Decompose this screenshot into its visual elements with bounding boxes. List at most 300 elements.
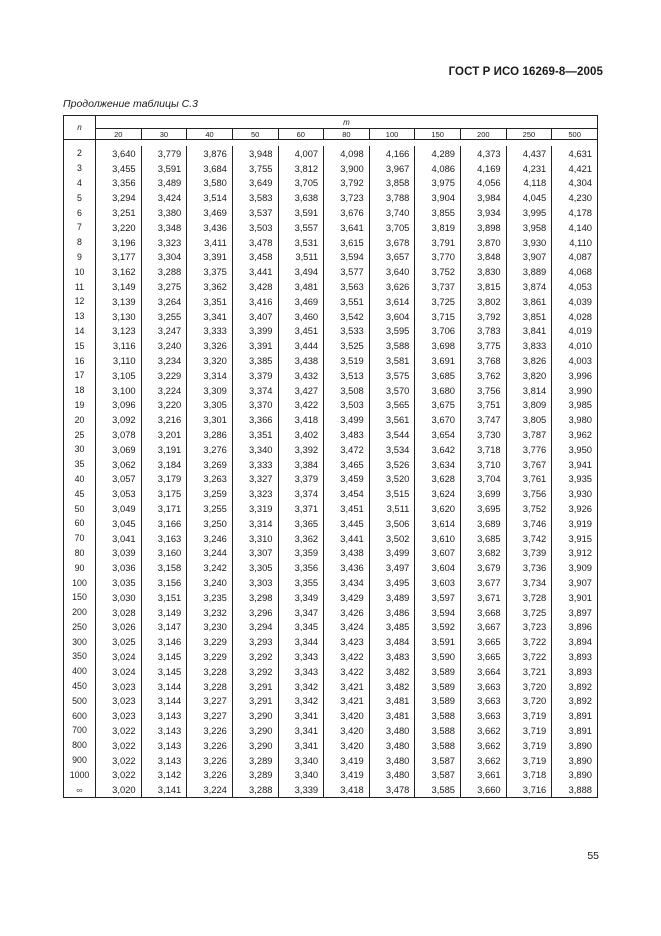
table-cell: 3,309 bbox=[187, 383, 233, 398]
table-row bbox=[64, 620, 598, 635]
table-cell: 3,919 bbox=[552, 516, 598, 531]
table-cell: 3,489 bbox=[369, 590, 415, 605]
table-cell: 3,792 bbox=[461, 309, 507, 324]
table-cell: 3,340 bbox=[232, 442, 278, 457]
row-label-n: 5 bbox=[64, 190, 96, 205]
row-label-n: 19 bbox=[64, 398, 96, 413]
table-cell: 3,802 bbox=[461, 294, 507, 309]
table-cell: 3,610 bbox=[415, 531, 461, 546]
table-cell: 3,146 bbox=[141, 634, 187, 649]
table-cell: 3,201 bbox=[141, 427, 187, 442]
table-cell: 3,503 bbox=[324, 398, 370, 413]
table-cell: 3,385 bbox=[232, 353, 278, 368]
table-cell: 3,175 bbox=[141, 486, 187, 501]
row-label-n: 3 bbox=[64, 161, 96, 176]
row-label-n: 1000 bbox=[64, 767, 96, 782]
table-cell: 3,615 bbox=[324, 235, 370, 250]
row-label-n: 500 bbox=[64, 693, 96, 708]
table-cell: 3,480 bbox=[369, 723, 415, 738]
table-cell: 3,298 bbox=[232, 590, 278, 605]
document-standard-header: ГОСТ Р ИСО 16269-8—2005 bbox=[448, 66, 603, 78]
table-cell: 3,481 bbox=[278, 279, 324, 294]
table-cell: 3,451 bbox=[324, 501, 370, 516]
table-cell: 3,379 bbox=[232, 368, 278, 383]
table-cell: 4,166 bbox=[369, 146, 415, 161]
table-cell: 3,143 bbox=[141, 738, 187, 753]
table-cell: 3,255 bbox=[187, 501, 233, 516]
table-cell: 3,454 bbox=[324, 486, 370, 501]
row-label-n: 450 bbox=[64, 679, 96, 694]
table-cell: 3,907 bbox=[506, 250, 552, 265]
column-header-m-500: 500 bbox=[552, 129, 598, 140]
row-label-n: 12 bbox=[64, 294, 96, 309]
table-cell: 3,685 bbox=[461, 531, 507, 546]
row-label-n: 2 bbox=[64, 146, 96, 161]
table-cell: 3,665 bbox=[461, 634, 507, 649]
table-cell: 3,434 bbox=[324, 575, 370, 590]
table-cell: 3,890 bbox=[552, 767, 598, 782]
table-cell: 3,950 bbox=[552, 442, 598, 457]
table-cell: 3,815 bbox=[461, 279, 507, 294]
table-cell: 3,366 bbox=[232, 412, 278, 427]
row-label-n: 100 bbox=[64, 575, 96, 590]
row-label-n: 900 bbox=[64, 753, 96, 768]
table-cell: 4,068 bbox=[552, 264, 598, 279]
table-cell: 3,792 bbox=[324, 176, 370, 191]
table-row bbox=[64, 412, 598, 427]
table-cell: 3,478 bbox=[232, 235, 278, 250]
table-cell: 3,718 bbox=[506, 767, 552, 782]
table-cell: 4,140 bbox=[552, 220, 598, 235]
row-label-n: ∞ bbox=[64, 782, 96, 797]
table-cell: 3,307 bbox=[232, 546, 278, 561]
table-cell: 3,719 bbox=[506, 738, 552, 753]
table-cell: 3,888 bbox=[552, 782, 598, 797]
table-cell: 3,876 bbox=[187, 146, 233, 161]
table-cell: 3,444 bbox=[278, 338, 324, 353]
row-label-n: 70 bbox=[64, 531, 96, 546]
table-cell: 3,788 bbox=[369, 190, 415, 205]
row-label-n: 30 bbox=[64, 442, 96, 457]
table-cell: 3,460 bbox=[278, 309, 324, 324]
table-cell: 3,023 bbox=[96, 679, 142, 694]
table-cell: 3,663 bbox=[461, 708, 507, 723]
row-label-n: 40 bbox=[64, 472, 96, 487]
table-cell: 3,232 bbox=[187, 605, 233, 620]
table-cell: 3,489 bbox=[141, 176, 187, 191]
table-cell: 4,086 bbox=[415, 161, 461, 176]
table-cell: 3,603 bbox=[415, 575, 461, 590]
table-cell: 3,592 bbox=[415, 620, 461, 635]
table-cell: 4,231 bbox=[506, 161, 552, 176]
table-cell: 3,851 bbox=[506, 309, 552, 324]
table-cell: 3,776 bbox=[506, 442, 552, 457]
table-cell: 3,145 bbox=[141, 649, 187, 664]
row-label-n: 350 bbox=[64, 649, 96, 664]
table-cell: 3,314 bbox=[187, 368, 233, 383]
table-cell: 3,420 bbox=[324, 708, 370, 723]
table-cell: 3,220 bbox=[141, 398, 187, 413]
table-cell: 3,594 bbox=[324, 250, 370, 265]
table-cell: 3,227 bbox=[187, 693, 233, 708]
table-cell: 3,519 bbox=[324, 353, 370, 368]
table-cell: 3,022 bbox=[96, 753, 142, 768]
table-cell: 3,710 bbox=[461, 457, 507, 472]
table-cell: 3,791 bbox=[415, 235, 461, 250]
table-cell: 3,481 bbox=[369, 708, 415, 723]
table-cell: 3,654 bbox=[415, 427, 461, 442]
table-cell: 3,551 bbox=[324, 294, 370, 309]
row-label-n: 20 bbox=[64, 412, 96, 427]
table-cell: 3,289 bbox=[232, 767, 278, 782]
table-cell: 3,423 bbox=[324, 634, 370, 649]
table-cell: 3,421 bbox=[324, 679, 370, 694]
table-cell: 3,725 bbox=[415, 294, 461, 309]
table-cell: 3,349 bbox=[278, 590, 324, 605]
column-group-header-m: m bbox=[96, 116, 598, 129]
table-cell: 3,374 bbox=[278, 486, 324, 501]
table-cell: 3,848 bbox=[461, 250, 507, 265]
table-cell: 3,984 bbox=[461, 190, 507, 205]
table-cell: 3,664 bbox=[461, 664, 507, 679]
table-cell: 3,469 bbox=[187, 205, 233, 220]
table-cell: 3,275 bbox=[141, 279, 187, 294]
table-cell: 3,742 bbox=[506, 531, 552, 546]
table-cell: 3,224 bbox=[187, 782, 233, 797]
table-cell: 3,422 bbox=[324, 649, 370, 664]
table-cell: 3,820 bbox=[506, 368, 552, 383]
table-row bbox=[64, 427, 598, 442]
table-cell: 3,525 bbox=[324, 338, 370, 353]
row-header-n: n bbox=[64, 116, 96, 140]
table-cell: 3,340 bbox=[278, 767, 324, 782]
table-cell: 3,705 bbox=[278, 176, 324, 191]
table-cell: 3,105 bbox=[96, 368, 142, 383]
table-cell: 3,384 bbox=[278, 457, 324, 472]
table-cell: 3,826 bbox=[506, 353, 552, 368]
table-row bbox=[64, 294, 598, 309]
table-cell: 4,019 bbox=[552, 324, 598, 339]
table-cell: 3,591 bbox=[141, 161, 187, 176]
table-cell: 3,416 bbox=[232, 294, 278, 309]
table-cell: 3,441 bbox=[232, 264, 278, 279]
table-cell: 3,420 bbox=[324, 738, 370, 753]
table-cell: 3,514 bbox=[187, 190, 233, 205]
table-cell: 3,303 bbox=[232, 575, 278, 590]
table-cell: 3,230 bbox=[187, 620, 233, 635]
table-cell: 3,149 bbox=[96, 279, 142, 294]
table-cell: 3,588 bbox=[415, 738, 461, 753]
page-number: 55 bbox=[587, 850, 599, 862]
table-cell: 4,053 bbox=[552, 279, 598, 294]
table-cell: 3,465 bbox=[324, 457, 370, 472]
critical-values-table bbox=[63, 115, 598, 798]
table-row bbox=[64, 531, 598, 546]
table-cell: 3,898 bbox=[461, 220, 507, 235]
table-cell: 3,495 bbox=[369, 575, 415, 590]
table-cell: 3,526 bbox=[369, 457, 415, 472]
table-cell: 3,722 bbox=[506, 634, 552, 649]
table-cell: 3,247 bbox=[141, 324, 187, 339]
table-cell: 3,432 bbox=[278, 368, 324, 383]
row-label-n: 400 bbox=[64, 664, 96, 679]
table-cell: 3,436 bbox=[324, 560, 370, 575]
table-cell: 3,147 bbox=[141, 620, 187, 635]
table-cell: 3,288 bbox=[232, 782, 278, 797]
table-cell: 3,890 bbox=[552, 738, 598, 753]
table-cell: 3,162 bbox=[96, 264, 142, 279]
row-label-n: 80 bbox=[64, 546, 96, 561]
table-cell: 3,240 bbox=[187, 575, 233, 590]
table-cell: 3,544 bbox=[369, 427, 415, 442]
table-cell: 3,752 bbox=[506, 501, 552, 516]
table-cell: 3,171 bbox=[141, 501, 187, 516]
table-cell: 3,323 bbox=[232, 486, 278, 501]
table-cell: 3,166 bbox=[141, 516, 187, 531]
table-cell: 3,814 bbox=[506, 383, 552, 398]
table-cell: 3,935 bbox=[552, 472, 598, 487]
table-cell: 3,736 bbox=[506, 560, 552, 575]
table-cell: 4,098 bbox=[324, 146, 370, 161]
table-cell: 3,720 bbox=[506, 679, 552, 694]
table-cell: 3,587 bbox=[415, 767, 461, 782]
table-cell: 3,039 bbox=[96, 546, 142, 561]
table-body bbox=[64, 140, 598, 798]
table-cell: 3,809 bbox=[506, 398, 552, 413]
table-cell: 3,870 bbox=[461, 235, 507, 250]
table-cell: 3,424 bbox=[324, 620, 370, 635]
table-cell: 3,756 bbox=[506, 486, 552, 501]
table-cell: 3,480 bbox=[369, 738, 415, 753]
row-label-n: 10 bbox=[64, 264, 96, 279]
table-cell: 3,588 bbox=[415, 723, 461, 738]
table-cell: 3,508 bbox=[324, 383, 370, 398]
table-row bbox=[64, 679, 598, 694]
table-cell: 3,662 bbox=[461, 723, 507, 738]
table-cell: 3,628 bbox=[415, 472, 461, 487]
table-cell: 3,638 bbox=[278, 190, 324, 205]
table-cell: 3,699 bbox=[461, 486, 507, 501]
table-cell: 4,010 bbox=[552, 338, 598, 353]
table-cell: 4,045 bbox=[506, 190, 552, 205]
table-cell: 3,229 bbox=[141, 368, 187, 383]
table-cell: 3,779 bbox=[141, 146, 187, 161]
row-label-n: 8 bbox=[64, 235, 96, 250]
table-header-row-group bbox=[64, 116, 598, 129]
row-label-n: 4 bbox=[64, 176, 96, 191]
table-cell: 3,719 bbox=[506, 708, 552, 723]
table-cell: 3,445 bbox=[324, 516, 370, 531]
table-cell: 3,143 bbox=[141, 753, 187, 768]
table-cell: 3,607 bbox=[415, 546, 461, 561]
table-cell: 3,537 bbox=[232, 205, 278, 220]
table-cell: 3,049 bbox=[96, 501, 142, 516]
table-cell: 3,139 bbox=[96, 294, 142, 309]
table-cell: 3,695 bbox=[461, 501, 507, 516]
table-cell: 3,333 bbox=[232, 457, 278, 472]
table-cell: 3,737 bbox=[415, 279, 461, 294]
table-cell: 3,419 bbox=[324, 767, 370, 782]
table-cell: 3,255 bbox=[141, 309, 187, 324]
table-cell: 3,419 bbox=[324, 753, 370, 768]
table-row bbox=[64, 472, 598, 487]
table-cell: 3,420 bbox=[324, 723, 370, 738]
table-cell: 3,482 bbox=[369, 679, 415, 694]
table-cell: 3,092 bbox=[96, 412, 142, 427]
table-cell: 3,242 bbox=[187, 560, 233, 575]
table-cell: 3,481 bbox=[369, 693, 415, 708]
table-cell: 3,926 bbox=[552, 501, 598, 516]
table-cell: 3,706 bbox=[415, 324, 461, 339]
table-cell: 3,577 bbox=[324, 264, 370, 279]
row-label-n: 14 bbox=[64, 324, 96, 339]
table-cell: 3,583 bbox=[232, 190, 278, 205]
table-cell: 3,426 bbox=[324, 605, 370, 620]
table-cell: 3,323 bbox=[141, 235, 187, 250]
table-cell: 3,891 bbox=[552, 723, 598, 738]
table-cell: 3,345 bbox=[278, 620, 324, 635]
table-cell: 3,657 bbox=[369, 250, 415, 265]
table-cell: 3,422 bbox=[324, 664, 370, 679]
table-row bbox=[64, 205, 598, 220]
table-cell: 3,347 bbox=[278, 605, 324, 620]
table-cell: 3,499 bbox=[324, 412, 370, 427]
table-cell: 4,007 bbox=[278, 146, 324, 161]
table-cell: 3,163 bbox=[141, 531, 187, 546]
table-cell: 4,003 bbox=[552, 353, 598, 368]
table-cell: 3,649 bbox=[232, 176, 278, 191]
table-cell: 4,039 bbox=[552, 294, 598, 309]
table-cell: 3,667 bbox=[461, 620, 507, 635]
table-cell: 3,958 bbox=[506, 220, 552, 235]
table-row bbox=[64, 605, 598, 620]
table-cell: 3,663 bbox=[461, 693, 507, 708]
table-cell: 3,343 bbox=[278, 649, 324, 664]
table-cell: 3,304 bbox=[141, 250, 187, 265]
table-cell: 3,191 bbox=[141, 442, 187, 457]
table-cell: 3,892 bbox=[552, 693, 598, 708]
table-cell: 3,371 bbox=[278, 501, 324, 516]
table-cell: 3,614 bbox=[369, 294, 415, 309]
table-cell: 3,563 bbox=[324, 279, 370, 294]
row-label-n: 90 bbox=[64, 560, 96, 575]
table-cell: 3,100 bbox=[96, 383, 142, 398]
table-cell: 3,756 bbox=[461, 383, 507, 398]
table-cell: 3,263 bbox=[187, 472, 233, 487]
table-cell: 3,874 bbox=[506, 279, 552, 294]
table-cell: 3,752 bbox=[415, 264, 461, 279]
table-cell: 3,428 bbox=[232, 279, 278, 294]
table-cell: 3,941 bbox=[552, 457, 598, 472]
table-cell: 3,626 bbox=[369, 279, 415, 294]
table-cell: 3,290 bbox=[232, 723, 278, 738]
table-cell: 3,995 bbox=[506, 205, 552, 220]
table-cell: 3,022 bbox=[96, 738, 142, 753]
column-header-m-50: 50 bbox=[232, 129, 278, 140]
row-label-n: 25 bbox=[64, 427, 96, 442]
table-cell: 3,053 bbox=[96, 486, 142, 501]
table-cell: 3,787 bbox=[506, 427, 552, 442]
table-cell: 3,484 bbox=[369, 634, 415, 649]
table-row bbox=[64, 753, 598, 768]
table-cell: 4,304 bbox=[552, 176, 598, 191]
table-cell: 3,985 bbox=[552, 398, 598, 413]
table-row bbox=[64, 338, 598, 353]
table-cell: 3,861 bbox=[506, 294, 552, 309]
table-cell: 3,344 bbox=[278, 634, 324, 649]
column-header-m-250: 250 bbox=[506, 129, 552, 140]
table-header-row-columns bbox=[64, 129, 598, 140]
table-cell: 3,141 bbox=[141, 782, 187, 797]
table-cell: 3,485 bbox=[369, 620, 415, 635]
table-cell: 3,565 bbox=[369, 398, 415, 413]
table-cell: 3,291 bbox=[232, 679, 278, 694]
table-cell: 3,116 bbox=[96, 338, 142, 353]
table-cell: 3,767 bbox=[506, 457, 552, 472]
table-cell: 3,588 bbox=[369, 338, 415, 353]
table-cell: 3,894 bbox=[552, 634, 598, 649]
row-label-n: 300 bbox=[64, 634, 96, 649]
table-row bbox=[64, 723, 598, 738]
table-cell: 3,143 bbox=[141, 723, 187, 738]
table-cell: 3,502 bbox=[369, 531, 415, 546]
table-cell: 3,904 bbox=[415, 190, 461, 205]
table-cell: 3,513 bbox=[324, 368, 370, 383]
table-cell: 3,341 bbox=[278, 708, 324, 723]
table-cell: 3,365 bbox=[278, 516, 324, 531]
table-cell: 3,755 bbox=[232, 161, 278, 176]
row-label-n: 11 bbox=[64, 279, 96, 294]
table-cell: 3,590 bbox=[415, 649, 461, 664]
table-cell: 3,858 bbox=[369, 176, 415, 191]
table-cell: 3,662 bbox=[461, 753, 507, 768]
table-cell: 3,589 bbox=[415, 664, 461, 679]
table-cell: 3,588 bbox=[415, 708, 461, 723]
table-row bbox=[64, 146, 598, 161]
table-cell: 3,057 bbox=[96, 472, 142, 487]
table-cell: 3,023 bbox=[96, 693, 142, 708]
table-cell: 3,930 bbox=[552, 486, 598, 501]
table-cell: 3,715 bbox=[415, 309, 461, 324]
table-cell: 3,351 bbox=[187, 294, 233, 309]
table-cell: 3,022 bbox=[96, 723, 142, 738]
table-cell: 4,230 bbox=[552, 190, 598, 205]
table-cell: 3,293 bbox=[232, 634, 278, 649]
row-label-n: 700 bbox=[64, 723, 96, 738]
table-row bbox=[64, 649, 598, 664]
table-cell: 3,288 bbox=[141, 264, 187, 279]
table-row bbox=[64, 693, 598, 708]
table-cell: 3,855 bbox=[415, 205, 461, 220]
table-cell: 3,705 bbox=[369, 220, 415, 235]
table-cell: 3,472 bbox=[324, 442, 370, 457]
table-cell: 3,589 bbox=[415, 693, 461, 708]
table-cell: 3,320 bbox=[187, 353, 233, 368]
table-cell: 3,641 bbox=[324, 220, 370, 235]
table-cell: 3,730 bbox=[461, 427, 507, 442]
table-cell: 3,996 bbox=[552, 368, 598, 383]
table-cell: 3,671 bbox=[461, 590, 507, 605]
table-cell: 3,227 bbox=[187, 708, 233, 723]
table-cell: 3,399 bbox=[232, 324, 278, 339]
table-cell: 3,451 bbox=[278, 324, 324, 339]
table-cell: 3,585 bbox=[415, 782, 461, 797]
table-cell: 3,676 bbox=[324, 205, 370, 220]
table-cell: 3,677 bbox=[461, 575, 507, 590]
table-cell: 3,235 bbox=[187, 590, 233, 605]
table-row bbox=[64, 190, 598, 205]
table-row bbox=[64, 708, 598, 723]
